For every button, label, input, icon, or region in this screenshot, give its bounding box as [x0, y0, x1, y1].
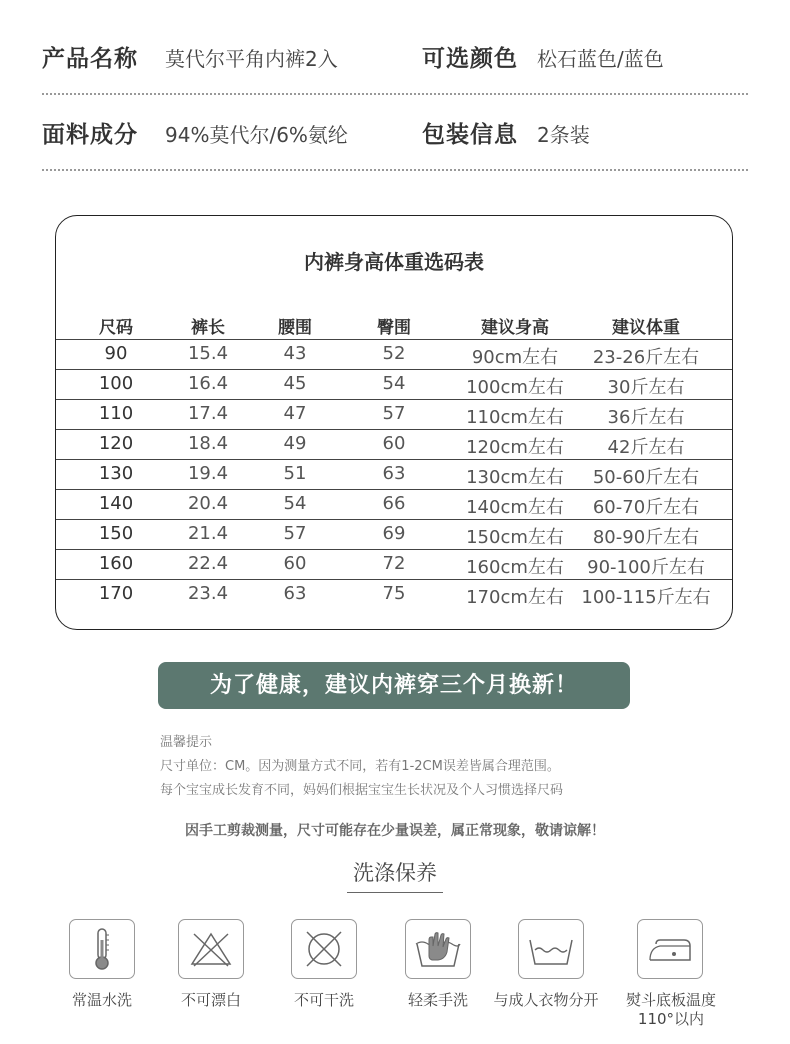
table-cell: 130cm左右 — [466, 467, 564, 488]
table-cell: 160cm左右 — [466, 557, 564, 578]
table-cell: 60-70斤左右 — [592, 497, 700, 518]
table-cell: 150cm左右 — [466, 527, 564, 548]
table-cell: 75 — [382, 583, 406, 604]
table-cell: 50-60斤左右 — [592, 467, 700, 488]
table-cell: 90cm左右 — [471, 347, 559, 368]
table-cell: 63 — [382, 463, 406, 484]
size-chart-header: 腰围 — [278, 318, 312, 338]
care-label: 轻柔手洗 — [407, 991, 469, 1009]
table-cell: 120 — [98, 433, 134, 454]
table-cell: 57 — [283, 523, 307, 544]
table-cell: 16.4 — [187, 373, 229, 394]
product-name-label: 产品名称 — [42, 46, 138, 72]
table-cell: 100-115斤左右 — [581, 587, 711, 608]
care-label: 常温水洗 — [71, 991, 133, 1009]
table-cell: 72 — [382, 553, 406, 574]
row-divider — [56, 489, 732, 490]
table-row — [56, 339, 732, 369]
table-cell: 18.4 — [187, 433, 229, 454]
care-label: 不可干洗 — [293, 991, 355, 1009]
table-cell: 69 — [382, 523, 406, 544]
table-cell: 52 — [382, 343, 406, 364]
table-cell: 100 — [98, 373, 134, 394]
tips-heading: 温馨提示 — [160, 735, 213, 750]
table-cell: 60 — [382, 433, 406, 454]
color-value: 松石蓝色/蓝色 — [537, 47, 664, 71]
table-cell: 45 — [283, 373, 307, 394]
row-divider — [56, 339, 732, 340]
care-label-iron-line1: 熨斗底板温度 — [625, 991, 717, 1009]
table-cell: 100cm左右 — [466, 377, 564, 398]
size-chart-header: 建议身高 — [481, 318, 549, 338]
table-cell: 110 — [98, 403, 134, 424]
table-cell: 54 — [382, 373, 406, 394]
table-cell: 17.4 — [187, 403, 229, 424]
size-chart-header: 尺码 — [99, 318, 133, 338]
table-row — [56, 489, 732, 519]
health-banner: 为了健康，建议内裤穿三个月换新！ — [158, 662, 630, 709]
table-cell: 120cm左右 — [466, 437, 564, 458]
table-cell: 60 — [283, 553, 307, 574]
table-cell: 80-90斤左右 — [592, 527, 700, 548]
no-dry-clean-icon — [291, 919, 357, 979]
table-cell: 15.4 — [187, 343, 229, 364]
row-divider — [56, 549, 732, 550]
table-cell: 63 — [283, 583, 307, 604]
table-cell: 49 — [283, 433, 307, 454]
size-chart-header: 裤长 — [191, 318, 225, 338]
care-label: 不可漂白 — [180, 991, 242, 1009]
row-divider — [56, 459, 732, 460]
measurement-notice: 因手工剪裁测量，尺寸可能存在少量误差，属正常现象，敬请谅解！ — [185, 823, 605, 839]
hand-wash-icon — [405, 919, 471, 979]
table-row — [56, 429, 732, 459]
row-divider — [56, 429, 732, 430]
table-cell: 30斤左右 — [607, 377, 685, 398]
wash-separately-icon — [518, 919, 584, 979]
table-cell: 170 — [98, 583, 134, 604]
table-row — [56, 519, 732, 549]
care-label: 与成人衣物分开 — [493, 991, 599, 1009]
size-chart — [55, 215, 733, 630]
table-cell: 23.4 — [187, 583, 229, 604]
row-divider — [56, 579, 732, 580]
table-cell: 110cm左右 — [466, 407, 564, 428]
iron-icon — [637, 919, 703, 979]
table-row — [56, 399, 732, 429]
care-title: 洗涤保养 — [353, 861, 437, 885]
table-cell: 51 — [283, 463, 307, 484]
size-chart-title: 内裤身高体重选码表 — [304, 250, 484, 274]
row-divider — [56, 519, 732, 520]
table-cell: 54 — [283, 493, 307, 514]
table-cell: 140 — [98, 493, 134, 514]
thermometer-icon — [69, 919, 135, 979]
row-divider — [56, 369, 732, 370]
table-cell: 36斤左右 — [607, 407, 685, 428]
table-cell: 42斤左右 — [607, 437, 685, 458]
table-cell: 43 — [283, 343, 307, 364]
tips-line-2: 每个宝宝成长发育不同，妈妈们根据宝宝生长状况及个人习惯选择尺码 — [160, 783, 564, 798]
table-cell: 160 — [98, 553, 134, 574]
table-cell: 130 — [98, 463, 134, 484]
package-label: 包装信息 — [422, 122, 518, 148]
table-cell: 57 — [382, 403, 406, 424]
care-label-iron-line2: 110°以内 — [637, 1010, 705, 1028]
table-cell: 90-100斤左右 — [587, 557, 705, 578]
no-bleach-icon — [178, 919, 244, 979]
size-chart-header: 臀围 — [377, 318, 411, 338]
table-cell: 19.4 — [187, 463, 229, 484]
care-label-iron — [626, 991, 716, 1029]
divider — [42, 93, 748, 95]
size-chart-header: 建议体重 — [612, 318, 680, 338]
row-divider — [56, 399, 732, 400]
tips-line-1: 尺寸单位：CM。因为测量方式不同，若有1-2CM误差皆属合理范围。 — [160, 759, 560, 774]
fabric-value: 94%莫代尔/6%氨纶 — [165, 123, 348, 147]
package-value: 2条装 — [537, 123, 590, 147]
table-cell: 22.4 — [187, 553, 229, 574]
table-cell: 90 — [104, 343, 128, 364]
fabric-label: 面料成分 — [42, 122, 138, 148]
table-cell: 20.4 — [187, 493, 229, 514]
table-cell: 47 — [283, 403, 307, 424]
table-row — [56, 579, 732, 609]
table-cell: 23-26斤左右 — [592, 347, 700, 368]
table-cell: 66 — [382, 493, 406, 514]
table-row — [56, 549, 732, 579]
product-name-value: 莫代尔平角内裤2入 — [165, 47, 338, 71]
table-cell: 170cm左右 — [466, 587, 564, 608]
table-row — [56, 459, 732, 489]
table-row — [56, 369, 732, 399]
color-label: 可选颜色 — [422, 46, 518, 72]
care-title-underline — [347, 892, 443, 893]
table-cell: 150 — [98, 523, 134, 544]
divider — [42, 169, 748, 171]
table-cell: 21.4 — [187, 523, 229, 544]
table-cell: 140cm左右 — [466, 497, 564, 518]
